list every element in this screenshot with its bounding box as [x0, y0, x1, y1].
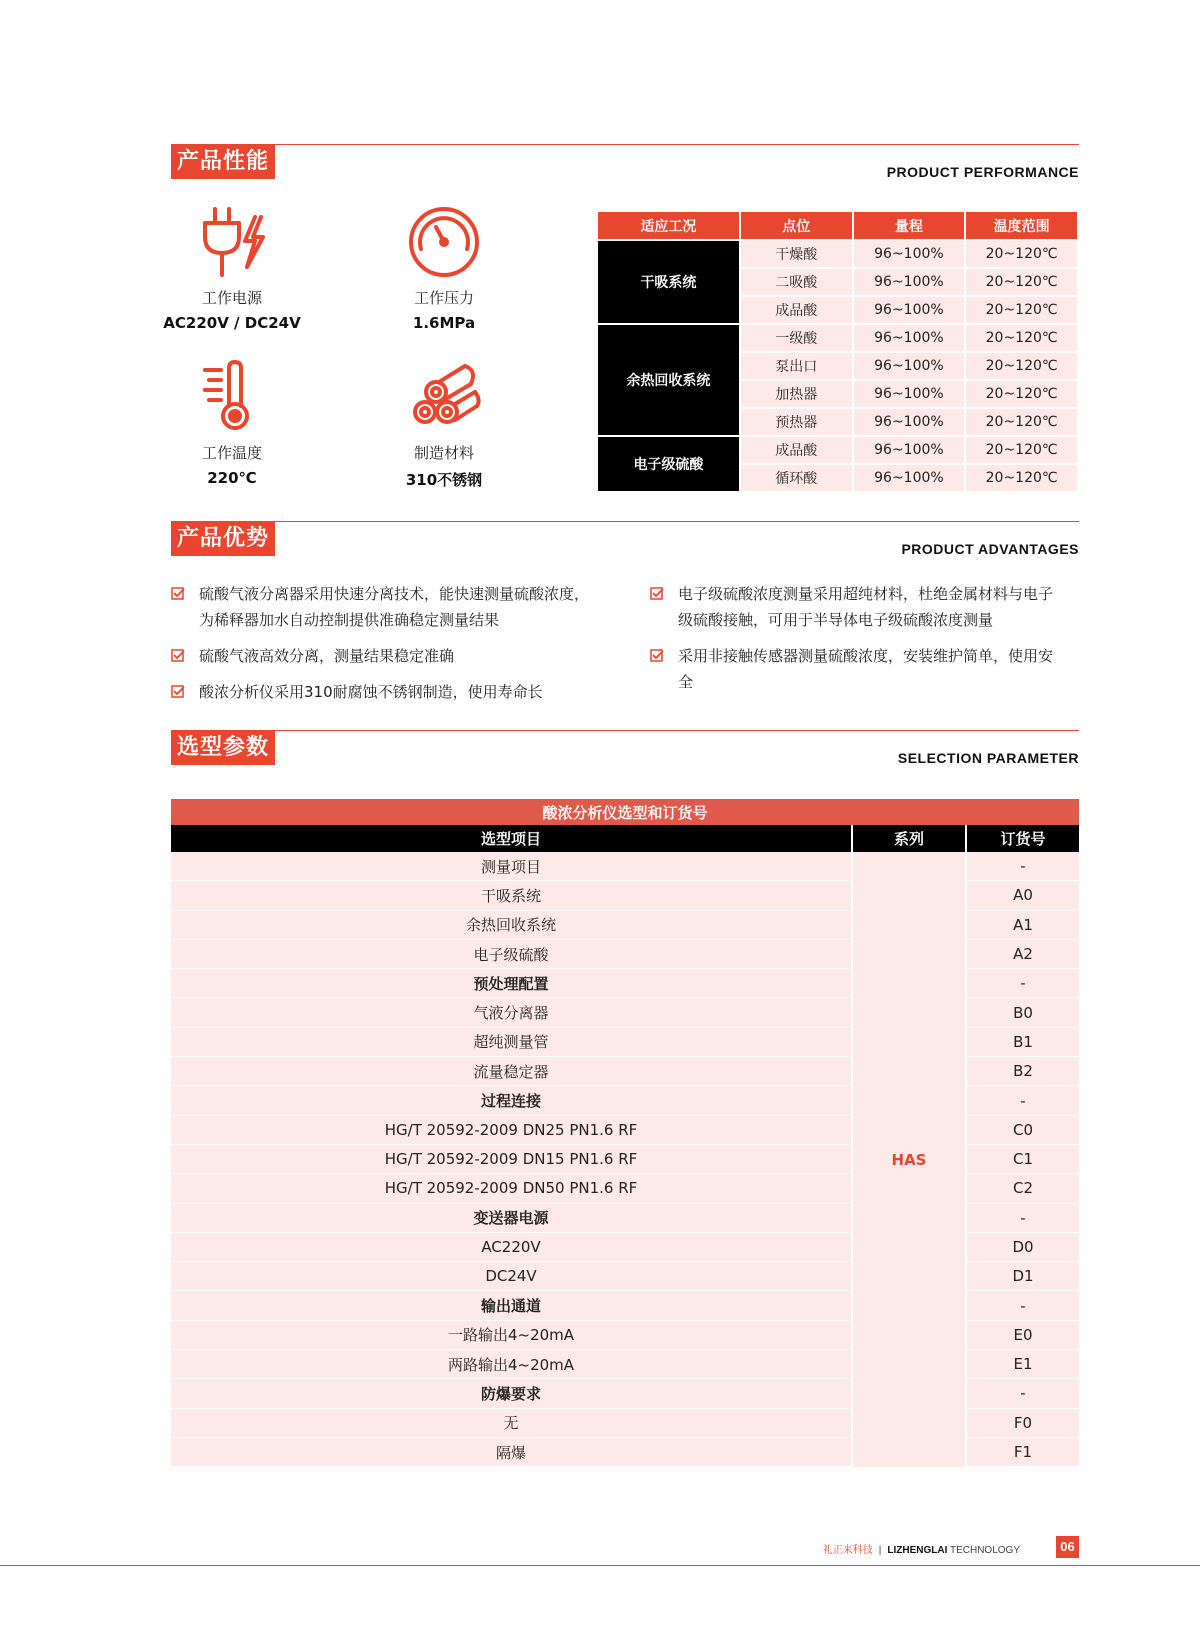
- point-cell: 干燥酸: [741, 241, 852, 267]
- order-code-cell: -: [967, 1379, 1079, 1408]
- selection-item-cell: HG/T 20592-2009 DN15 PN1.6 RF: [171, 1145, 853, 1174]
- order-code-cell: C0: [967, 1116, 1079, 1145]
- selection-title-en: SELECTION PARAMETER: [897, 750, 1079, 766]
- range-cell: 96~100%: [854, 381, 965, 407]
- order-code-cell: E1: [967, 1350, 1079, 1379]
- temp-cell: 20~120℃: [966, 353, 1077, 379]
- selection-item-cell: 过程连接: [171, 1086, 853, 1115]
- selection-item-cell: 电子级硫酸: [171, 940, 853, 969]
- selection-item-cell: 输出通道: [171, 1291, 853, 1320]
- temp-cell: 20~120℃: [966, 325, 1077, 351]
- checkbox-icon: [171, 685, 185, 699]
- order-code-cell: E0: [967, 1321, 1079, 1350]
- footer-company-cn: 礼正来科技: [822, 1545, 873, 1556]
- perf-label: 工作压力: [413, 289, 474, 307]
- checkbox-icon: [171, 587, 185, 601]
- section-divider: [171, 144, 1079, 145]
- temp-cell: 20~120℃: [966, 381, 1077, 407]
- selection-item-cell: AC220V: [171, 1233, 853, 1262]
- table-row: [171, 852, 1079, 881]
- point-cell: 成品酸: [741, 297, 852, 323]
- checkbox-icon: [650, 587, 664, 601]
- perf-power: [132, 205, 332, 332]
- selection-title: 选型参数: [171, 731, 275, 765]
- group-name: 干吸系统: [598, 241, 739, 323]
- table-caption: 酸浓分析仪选型和订货号: [171, 799, 1079, 825]
- column-header: 点位: [741, 212, 852, 239]
- range-cell: 96~100%: [854, 325, 965, 351]
- order-code-cell: A1: [967, 911, 1079, 940]
- conditions-table: [596, 210, 1079, 493]
- performance-title-en: PRODUCT PERFORMANCE: [886, 164, 1079, 180]
- selection-table: [171, 799, 1079, 1467]
- table-row: [598, 241, 1077, 267]
- perf-label: 工作温度: [201, 444, 262, 462]
- advantage-text: 级硫酸接触，可用于半导体电子级硫酸浓度测量: [678, 611, 994, 629]
- selection-item-cell: 无: [171, 1409, 853, 1438]
- temp-cell: 20~120℃: [966, 297, 1077, 323]
- range-cell: 96~100%: [854, 437, 965, 463]
- temp-cell: 20~120℃: [966, 465, 1077, 491]
- order-code-cell: F1: [967, 1438, 1079, 1467]
- checkbox-icon: [650, 649, 664, 663]
- table-row: [598, 437, 1077, 463]
- perf-material: [344, 360, 544, 490]
- perf-label: 工作电源: [201, 289, 262, 307]
- column-header: 温度范围: [966, 212, 1077, 239]
- table-header-row: [171, 825, 1079, 852]
- advantage-item: [650, 643, 1080, 695]
- selection-item-cell: 隔爆: [171, 1438, 853, 1467]
- order-code-cell: -: [967, 852, 1079, 881]
- checkbox-icon: [171, 649, 185, 663]
- order-code-cell: B0: [967, 998, 1079, 1027]
- page-number: 06: [1056, 1536, 1079, 1558]
- temp-cell: 20~120℃: [966, 269, 1077, 295]
- order-code-cell: -: [967, 1291, 1079, 1320]
- thermometer-icon: [195, 360, 269, 434]
- advantage-item: [650, 581, 1080, 633]
- point-cell: 加热器: [741, 381, 852, 407]
- group-name: 余热回收系统: [598, 325, 739, 435]
- selection-item-cell: HG/T 20592-2009 DN50 PN1.6 RF: [171, 1174, 853, 1203]
- selection-item-cell: DC24V: [171, 1262, 853, 1291]
- order-code-cell: C2: [967, 1174, 1079, 1203]
- order-code-cell: -: [967, 1204, 1079, 1233]
- perf-label: 制造材料: [413, 444, 474, 462]
- point-cell: 成品酸: [741, 437, 852, 463]
- order-code-cell: F0: [967, 1409, 1079, 1438]
- advantage-text: 为稀释器加水自动控制提供准确稳定测量结果: [199, 611, 500, 629]
- column-header: 订货号: [967, 825, 1079, 852]
- order-code-cell: D1: [967, 1262, 1079, 1291]
- perf-value: 220℃: [207, 469, 257, 487]
- range-cell: 96~100%: [854, 241, 965, 267]
- selection-item-cell: 测量项目: [171, 852, 853, 881]
- order-code-cell: B2: [967, 1057, 1079, 1086]
- footer-brand-suffix: TECHNOLOGY: [949, 1545, 1020, 1556]
- order-code-cell: -: [967, 969, 1079, 998]
- order-code-cell: B1: [967, 1028, 1079, 1057]
- range-cell: 96~100%: [854, 409, 965, 435]
- perf-value: AC220V / DC24V: [163, 314, 301, 332]
- order-code-cell: C1: [967, 1145, 1079, 1174]
- selection-item-cell: 干吸系统: [171, 881, 853, 910]
- table-header-row: [598, 212, 1077, 239]
- perf-value: 1.6MPa: [412, 314, 476, 332]
- advantage-item: [171, 581, 611, 633]
- selection-item-cell: 超纯测量管: [171, 1028, 853, 1057]
- advantage-text: 电子级硫酸浓度测量采用超纯材料，杜绝金属材料与电子: [678, 585, 1054, 603]
- selection-item-cell: 变送器电源: [171, 1204, 853, 1233]
- order-code-cell: D0: [967, 1233, 1079, 1262]
- selection-item-cell: 余热回收系统: [171, 911, 853, 940]
- selection-item-cell: 防爆要求: [171, 1379, 853, 1408]
- section-divider: [171, 521, 1079, 522]
- temp-cell: 20~120℃: [966, 437, 1077, 463]
- selection-item-cell: 预处理配置: [171, 969, 853, 998]
- advantages-title: 产品优势: [171, 522, 275, 556]
- perf-value: 310不锈钢: [405, 471, 483, 489]
- point-cell: 循环酸: [741, 465, 852, 491]
- table-caption-row: [171, 799, 1079, 825]
- point-cell: 泵出口: [741, 353, 852, 379]
- range-cell: 96~100%: [854, 269, 965, 295]
- order-code-cell: A0: [967, 881, 1079, 910]
- selection-item-cell: 气液分离器: [171, 998, 853, 1027]
- order-code-cell: -: [967, 1086, 1079, 1115]
- selection-item-cell: 一路输出4~20mA: [171, 1321, 853, 1350]
- advantage-item: [171, 643, 611, 669]
- advantage-text: 硫酸气液分离器采用快速分离技术，能快速测量硫酸浓度，: [199, 585, 590, 603]
- column-header: 选型项目: [171, 825, 853, 852]
- range-cell: 96~100%: [854, 297, 965, 323]
- footer-separator: |: [878, 1545, 882, 1556]
- temp-cell: 20~120℃: [966, 409, 1077, 435]
- point-cell: 预热器: [741, 409, 852, 435]
- performance-title: 产品性能: [171, 145, 275, 179]
- pressure-gauge-icon: [407, 205, 481, 279]
- selection-item-cell: 流量稳定器: [171, 1057, 853, 1086]
- temp-cell: 20~120℃: [966, 241, 1077, 267]
- order-code-cell: A2: [967, 940, 1079, 969]
- advantage-item: [171, 679, 611, 705]
- power-plug-icon: [195, 205, 269, 279]
- advantages-title-en: PRODUCT ADVANTAGES: [901, 541, 1079, 557]
- series-cell: HAS: [853, 852, 967, 1467]
- range-cell: 96~100%: [854, 465, 965, 491]
- advantage-text: 硫酸气液高效分离，测量结果稳定准确: [199, 647, 455, 665]
- section-divider: [171, 730, 1079, 731]
- column-header: 适应工况: [598, 212, 739, 239]
- footer-brand: [823, 1541, 1020, 1556]
- perf-temperature: [132, 360, 332, 487]
- steel-pipes-icon: [407, 360, 481, 434]
- table-row: [598, 325, 1077, 351]
- point-cell: 二吸酸: [741, 269, 852, 295]
- footer-divider: [0, 1565, 1200, 1566]
- range-cell: 96~100%: [854, 353, 965, 379]
- advantage-text: 全: [678, 673, 694, 691]
- advantage-text: 酸浓分析仪采用310耐腐蚀不锈钢制造，使用寿命长: [199, 683, 543, 701]
- selection-item-cell: 两路输出4~20mA: [171, 1350, 853, 1379]
- column-header: 量程: [854, 212, 965, 239]
- advantage-text: 采用非接触传感器测量硫酸浓度，安装维护简单，使用安: [678, 647, 1054, 665]
- footer-brand-name: LIZHENGLAI: [887, 1545, 948, 1556]
- perf-pressure: [344, 205, 544, 332]
- point-cell: 一级酸: [741, 325, 852, 351]
- column-header: 系列: [853, 825, 967, 852]
- selection-item-cell: HG/T 20592-2009 DN25 PN1.6 RF: [171, 1116, 853, 1145]
- group-name: 电子级硫酸: [598, 437, 739, 491]
